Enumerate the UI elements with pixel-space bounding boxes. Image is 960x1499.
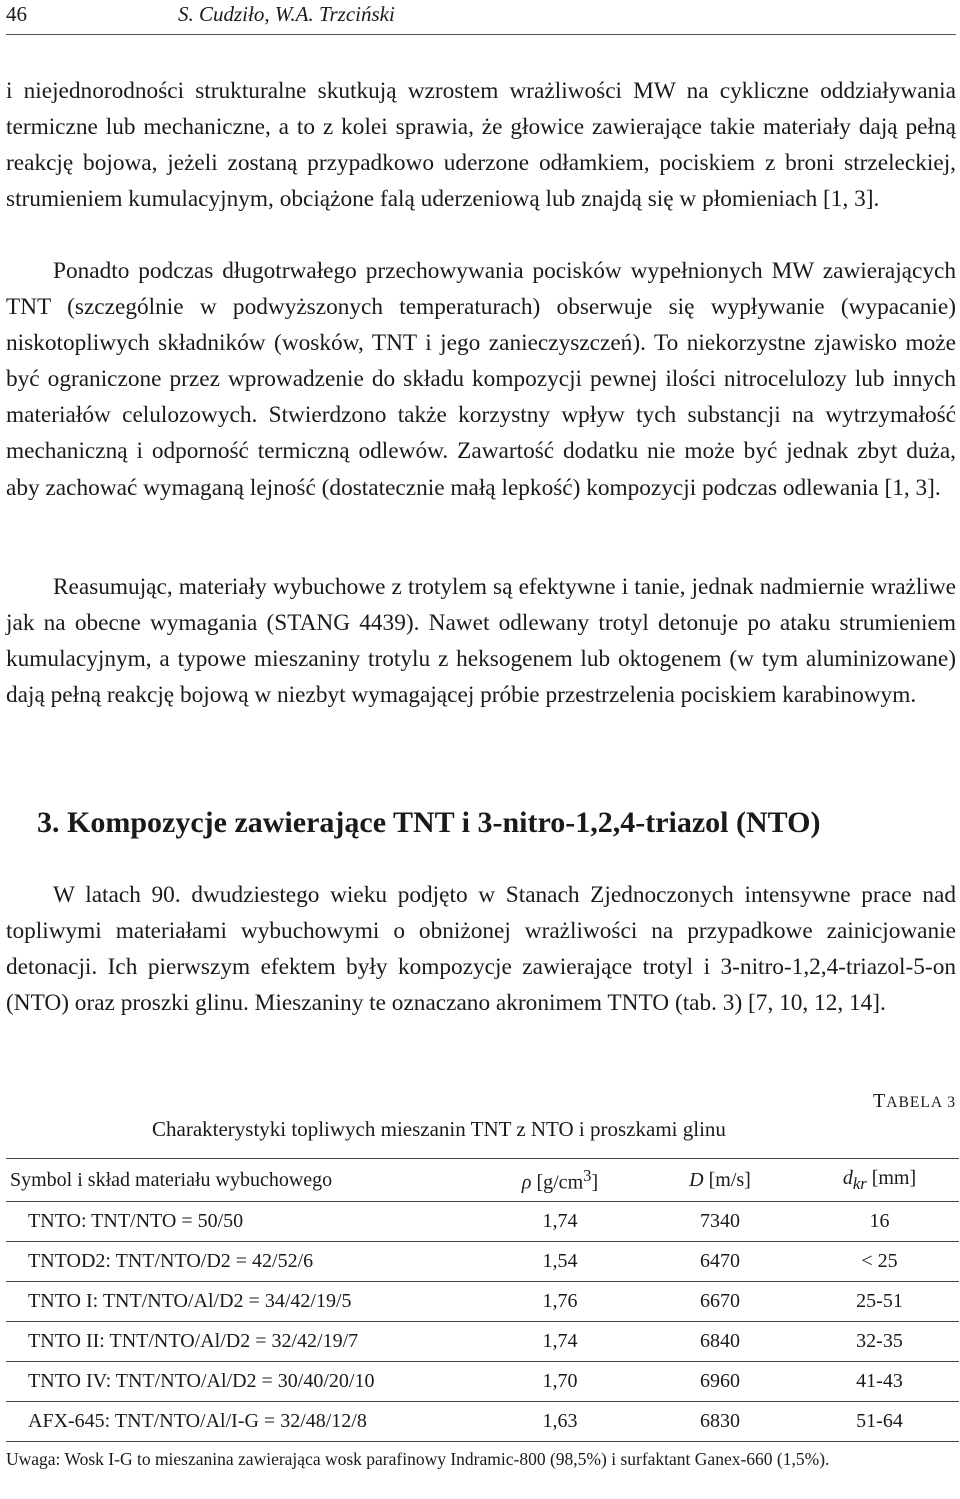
cell-velocity: 6470 (640, 1242, 800, 1282)
table-label-text: TABELA 3 (872, 1090, 956, 1112)
page-header (6, 0, 956, 35)
cell-density: 1,70 (480, 1362, 640, 1402)
dkr-sub: kr (852, 1173, 867, 1193)
d-symbol: D (689, 1168, 704, 1191)
cell-symbol: TNTO IV: TNT/NTO/Al/D2 = 30/40/20/10 (6, 1362, 480, 1402)
table-note: Uwaga: Wosk I-G to mieszanina zawierająca wosk parafinowy Indramic-800 (98,5%) i surfaktant Ganex-660 (1,5%). (6, 1449, 830, 1469)
table-row (6, 1202, 959, 1242)
cell-critical-diameter: 16 (800, 1202, 959, 1242)
rho-unit-sup: 3 (583, 1165, 592, 1185)
cell-symbol: TNTOD2: TNT/NTO/D2 = 42/52/6 (6, 1242, 480, 1282)
cell-symbol: TNTO II: TNT/NTO/Al/D2 = 32/42/19/7 (6, 1322, 480, 1362)
table-header-row (6, 1159, 959, 1202)
table-header (6, 1159, 959, 1202)
cell-symbol: TNTO: TNT/NTO = 50/50 (6, 1202, 480, 1242)
page-number: 46 (6, 2, 27, 26)
cell-symbol: TNTO I: TNT/NTO/Al/D2 = 34/42/19/5 (6, 1282, 480, 1322)
table-row (6, 1242, 959, 1282)
cell-velocity: 6830 (640, 1402, 800, 1442)
cell-density: 1,74 (480, 1322, 640, 1362)
cell-critical-diameter: < 25 (800, 1242, 959, 1282)
table-body (6, 1202, 959, 1442)
cell-velocity: 7340 (640, 1202, 800, 1242)
table-row (6, 1322, 959, 1362)
cell-critical-diameter: 51-64 (800, 1402, 959, 1442)
rho-symbol: ρ (521, 1171, 532, 1194)
header-symbol: Symbol i skład materiału wybuchowego (6, 1159, 480, 1202)
cell-velocity: 6670 (640, 1282, 800, 1322)
dkr-symbol: d (842, 1166, 853, 1189)
table-row (6, 1362, 959, 1402)
d-unit: [m/s] (703, 1168, 751, 1191)
paragraph-storage: Ponadto podczas długotrwałego przechowywania pocisków wypełnionych MW zawierających TNT (szczególnie w podwyższonych temperaturach) obserwuje się wypływanie (wypacanie) niskotopliwych składników (wosków, TNT i jego zanieczyszczeń). To niekorzystne zjawisko może być ograniczone przez wprowadzenie do składu kompozycji pewnej ilości nitrocelulozy lub innych materiałów celulozowych. Stwierdzono także korzystny wpływ tych substancji na wytrzymałość mechaniczną i odporność termiczną odlewów. Zawartość dodatku nie może być jednak zbyt duża, aby zachować wymaganą lejność (dostatecznie małą lepkość) kompozycji podczas odlewania [1, 3]. (6, 258, 956, 501)
cell-symbol: AFX-645: TNT/NTO/Al/I-G = 32/48/12/8 (6, 1402, 480, 1442)
cell-density: 1,74 (480, 1202, 640, 1242)
cell-density: 1,54 (480, 1242, 640, 1282)
section-paragraph: W latach 90. dwudziestego wieku podjęto w Stanach Zjednoczonych intensywne prace nad topliwymi materiałami wybuchowymi o obniżonej wrażliwości na przypadkowe zainicjowanie detonacji. Ich pierwszym efektem były kompozycje zawierające trotyl i 3-nitro-1,2,4-triazol-5-on (NTO) oraz proszki glinu. Mieszaniny te oznaczano akronimem TNTO (tab. 3) [7, 10, 12, 14]. (6, 882, 956, 1017)
table-row (6, 1282, 959, 1322)
header-density (480, 1159, 640, 1202)
cell-density: 1,76 (480, 1282, 640, 1322)
data-table (6, 1158, 959, 1442)
paragraph-summary: Reasumując, materiały wybuchowe z trotylem są efektywne i tanie, jednak nadmiernie wrażliwe jak na obecne wymagania (STANG 4439). Nawet odlewany trotyl detonuje po ataku strumieniem kumulacyjnym, a typowe mieszaniny trotylu z heksogenem lub oktogenem (w tym aluminizowane) dają pełną reakcję bojową w niezbyt wymagającej próbie przestrzelenia pociskiem karabinowym. (6, 574, 956, 709)
cell-critical-diameter: 41-43 (800, 1362, 959, 1402)
dkr-unit: [mm] (866, 1166, 917, 1189)
rho-unit-pre: [g/cm (531, 1171, 584, 1194)
header-velocity (640, 1159, 800, 1202)
rho-unit-post: ] (591, 1171, 599, 1194)
table-label (873, 1090, 956, 1113)
cell-critical-diameter: 32-35 (800, 1322, 959, 1362)
table-row (6, 1402, 959, 1442)
cell-density: 1,63 (480, 1402, 640, 1442)
running-head: S. Cudziło, W.A. Trzciński (178, 2, 395, 26)
cell-velocity: 6840 (640, 1322, 800, 1362)
header-critical-diameter (800, 1159, 959, 1202)
cell-critical-diameter: 25-51 (800, 1282, 959, 1322)
section-heading: 3. Kompozycje zawierające TNT i 3-nitro-1,2,4-triazol (NTO) (37, 806, 821, 839)
paragraph-continuation: i niejednorodności strukturalne skutkują wzrostem wrażliwości MW na cykliczne oddziaływania termiczne lub mechaniczne, a to z kolei sprawia, że głowice zawierające takie materiały dają pełną reakcję bojowa, jeżeli zostaną przypadkowo uderzone odłamkiem, pociskiem z broni strzeleckiej, strumieniem kumulacyjnym, obciążone falą uderzeniową lub znajdą się w płomieniach [1, 3]. (6, 78, 956, 213)
table-title: Charakterystyki topliwych mieszanin TNT z NTO i proszkami glinu (152, 1117, 726, 1141)
cell-velocity: 6960 (640, 1362, 800, 1402)
